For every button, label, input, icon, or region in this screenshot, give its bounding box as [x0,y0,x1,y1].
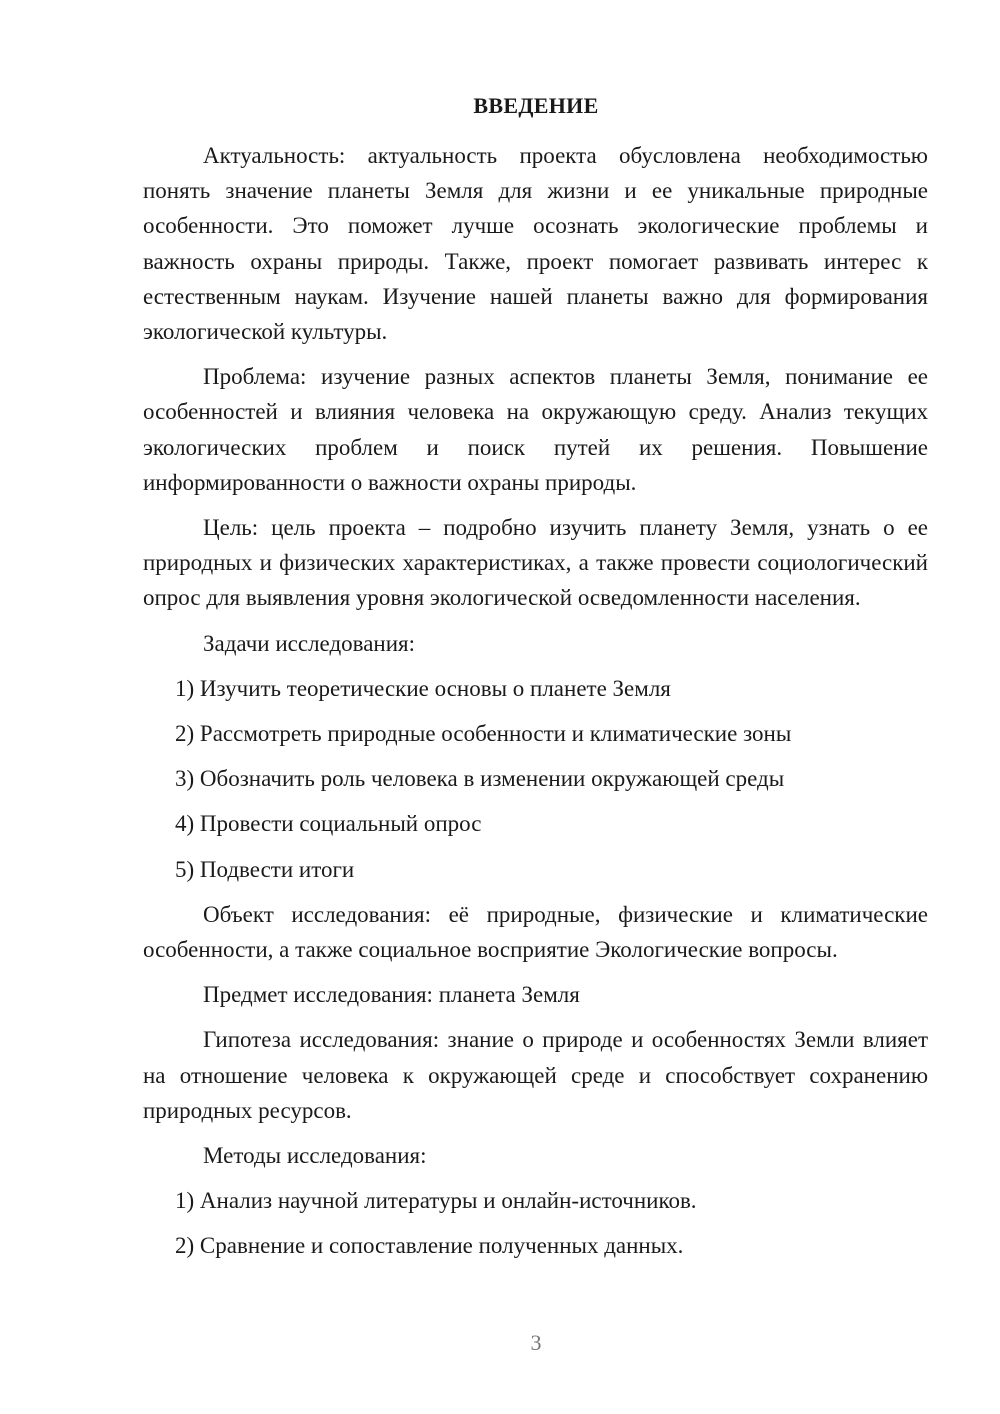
list-item: 5) Подвести итоги [175,856,355,882]
relevance-paragraph: Актуальность: актуальность проекта обусловлена необходимостью понять значение планеты Земля для жизни и ее уникальные природные особенности. Это поможет лучше осознать экологические проблемы и важность охраны природы. Также, проект помогает развивать интерес к естественным наукам. Изучение нашей планеты важно для формирования экологической культуры. [143,143,928,345]
list-item: 2) Сравнение и сопоставление полученных данных. [175,1233,684,1259]
list-item: 2) Рассмотреть природные особенности и климатические зоны [175,721,792,747]
object-paragraph: Объект исследования: её природные, физические и климатические особенности, а также социальное восприятие Экологические вопросы. [143,901,928,963]
page-number: 3 [530,1330,542,1355]
list-item: 4) Провести социальный опрос [175,811,482,837]
list-item: 3) Обозначить роль человека в изменении окружающей среды [175,766,785,792]
subject-paragraph: Предмет исследования: планета Земля [203,982,580,1008]
goal-paragraph: Цель: цель проекта – подробно изучить планету Земля, узнать о ее природных и физических характеристиках, а также провести социологический опрос для выявления уровня экологической осведомленности населения. [143,515,928,611]
methods-heading: Методы исследования: [203,1143,427,1169]
page-title: ВВЕДЕНИЕ [473,93,599,118]
list-item: 1) Анализ научной литературы и онлайн-источников. [175,1188,697,1214]
tasks-heading: Задачи исследования: [203,630,416,656]
document-body [143,138,928,1274]
tasks-list [143,671,928,887]
problem-paragraph: Проблема: изучение разных аспектов планеты Земля, понимание ее особенностей и влияния человека на окружающую среду. Анализ текущих экологических проблем и поиск путей их решения. Повышение информированности о важности охраны природы. [143,364,928,495]
methods-list [143,1183,928,1263]
hypothesis-paragraph: Гипотеза исследования: знание о природе и особенностях Земли влияет на отношение человека к окружающей среде и способствует сохранению природных ресурсов. [143,1027,928,1123]
list-item: 1) Изучить теоретические основы о планете Земля [175,675,671,701]
